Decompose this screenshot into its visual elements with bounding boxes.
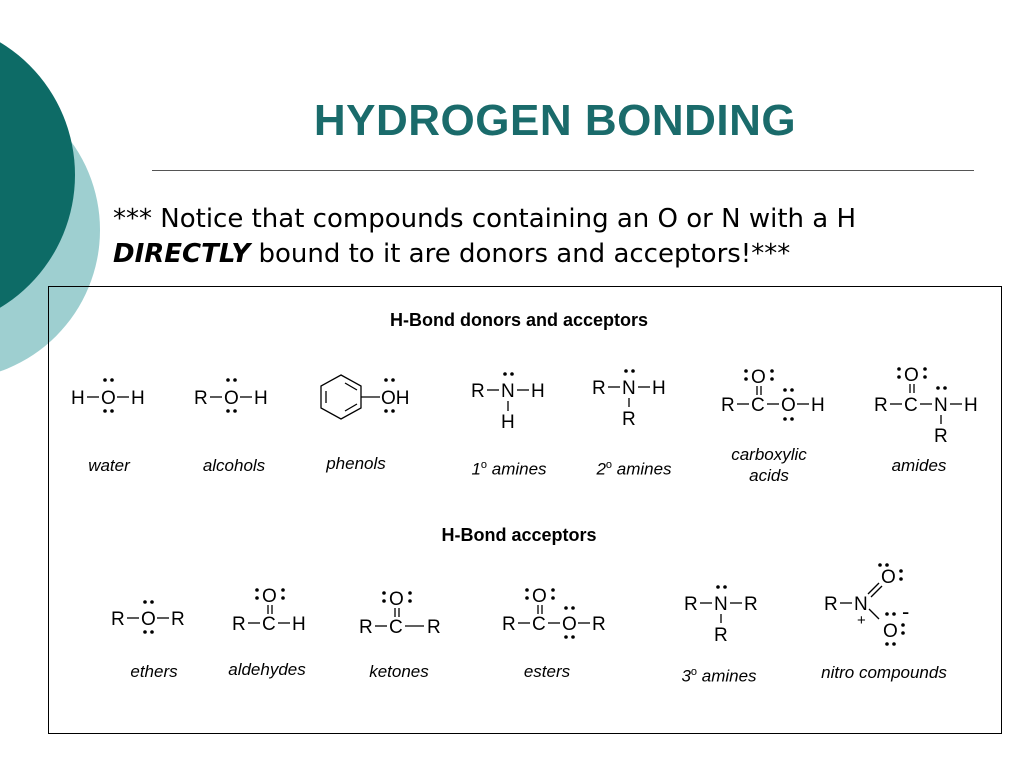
figure-box	[48, 286, 1002, 734]
atom-r: R	[721, 395, 735, 416]
atom-h: H	[811, 395, 825, 416]
label-phenols: phenols	[326, 454, 386, 473]
note-line-1: *** Notice that compounds containing an O or N with a H	[113, 204, 857, 234]
atom-r: R	[111, 609, 125, 630]
atom-o: O	[389, 589, 404, 610]
label-primary-amines	[459, 455, 559, 480]
atom-o: O	[141, 609, 156, 630]
atom-n: N	[622, 378, 636, 399]
tertiary-amines-text: amines	[697, 666, 757, 686]
atom-r: R	[194, 388, 208, 409]
atom-o: O	[532, 586, 547, 607]
atom-r: R	[359, 617, 373, 638]
atom-n: N	[934, 395, 948, 416]
aldehyde-structure	[232, 586, 306, 635]
atom-r: R	[592, 378, 606, 399]
primary-amine-structure	[471, 372, 545, 433]
atom-r: R	[502, 614, 516, 635]
atom-r: R	[171, 609, 185, 630]
atom-h: H	[652, 378, 666, 399]
atom-o: O	[262, 586, 277, 607]
tertiary-amines-num: 3	[681, 666, 691, 686]
label-esters: esters	[523, 662, 571, 681]
primary-amines-sup: o	[480, 459, 488, 471]
atom-r: R	[824, 594, 838, 615]
atom-h: H	[501, 412, 515, 433]
atom-oh: OH	[381, 388, 410, 409]
atom-o: O	[781, 395, 796, 416]
atom-c: C	[389, 617, 403, 638]
atom-r: R	[232, 614, 246, 635]
label-alcohols: alcohols	[202, 456, 266, 475]
label-aldehydes: aldehydes	[228, 660, 306, 679]
atom-h: H	[71, 388, 85, 409]
note-emphasis: DIRECTLY	[113, 239, 251, 269]
atom-o: O	[904, 365, 919, 386]
atom-o: O	[562, 614, 577, 635]
atom-o: O	[881, 567, 896, 588]
plus-charge: +	[857, 612, 866, 629]
note-line-2-rest: bound to it are donors and acceptors!***	[250, 239, 791, 269]
secondary-amine-structure	[592, 369, 666, 430]
phenol-structure	[321, 375, 410, 419]
primary-amines-text: amines	[487, 459, 547, 479]
atom-n: N	[714, 594, 728, 615]
note-line-2	[113, 237, 973, 272]
nitro-structure	[824, 563, 909, 646]
ketone-structure	[359, 589, 441, 638]
water-structure	[71, 378, 145, 413]
atom-h: H	[531, 381, 545, 402]
atom-n: N	[854, 594, 868, 615]
atom-h: H	[292, 614, 306, 635]
atom-r: R	[427, 617, 441, 638]
amide-structure	[874, 365, 978, 447]
atom-h: H	[254, 388, 268, 409]
label-secondary-amines	[584, 455, 684, 480]
atom-r: R	[744, 594, 758, 615]
acceptors-heading: H-Bond acceptors	[441, 525, 597, 545]
atom-r: R	[874, 395, 888, 416]
atom-o: O	[751, 367, 766, 388]
carboxylic-acid-structure	[721, 367, 825, 421]
atom-r: R	[934, 426, 948, 447]
atom-c: C	[751, 395, 765, 416]
carboxylic-line-1: carboxylic	[731, 445, 807, 464]
alcohol-structure	[194, 378, 268, 413]
atom-c: C	[262, 614, 276, 635]
label-carboxylic-acids	[714, 444, 824, 486]
tertiary-amines-sup: o	[690, 666, 698, 678]
secondary-amines-num: 2	[596, 459, 606, 479]
label-amides: amides	[891, 456, 947, 475]
donors-heading: H-Bond donors and acceptors	[389, 310, 649, 330]
atom-r: R	[592, 614, 606, 635]
carboxylic-line-2: acids	[749, 466, 789, 485]
atom-h: H	[131, 388, 145, 409]
secondary-amines-text: amines	[612, 459, 672, 479]
atom-c: C	[904, 395, 918, 416]
ester-structure	[502, 586, 606, 639]
atom-r: R	[622, 409, 636, 430]
tertiary-amine-structure	[684, 585, 758, 646]
atom-c: C	[532, 614, 546, 635]
label-ketones: ketones	[369, 662, 429, 681]
label-water: water	[88, 456, 130, 475]
label-nitro-compounds: nitro compounds	[821, 663, 947, 682]
title-divider	[152, 170, 974, 171]
atom-r: R	[714, 625, 728, 646]
primary-amines-num: 1	[471, 459, 481, 479]
atom-h: H	[964, 395, 978, 416]
atom-o: O	[883, 621, 898, 642]
atom-n: N	[501, 381, 515, 402]
atom-r: R	[471, 381, 485, 402]
atom-o: O	[101, 388, 116, 409]
atom-r: R	[684, 594, 698, 615]
ether-structure	[111, 600, 185, 634]
secondary-amines-sup: o	[605, 459, 613, 471]
minus-charge: -	[902, 599, 910, 624]
label-ethers: ethers	[130, 662, 178, 681]
atom-o: O	[224, 388, 239, 409]
slide-title: HYDROGEN BONDING	[313, 96, 797, 145]
slide-note	[113, 202, 973, 272]
label-tertiary-amines	[669, 662, 769, 687]
